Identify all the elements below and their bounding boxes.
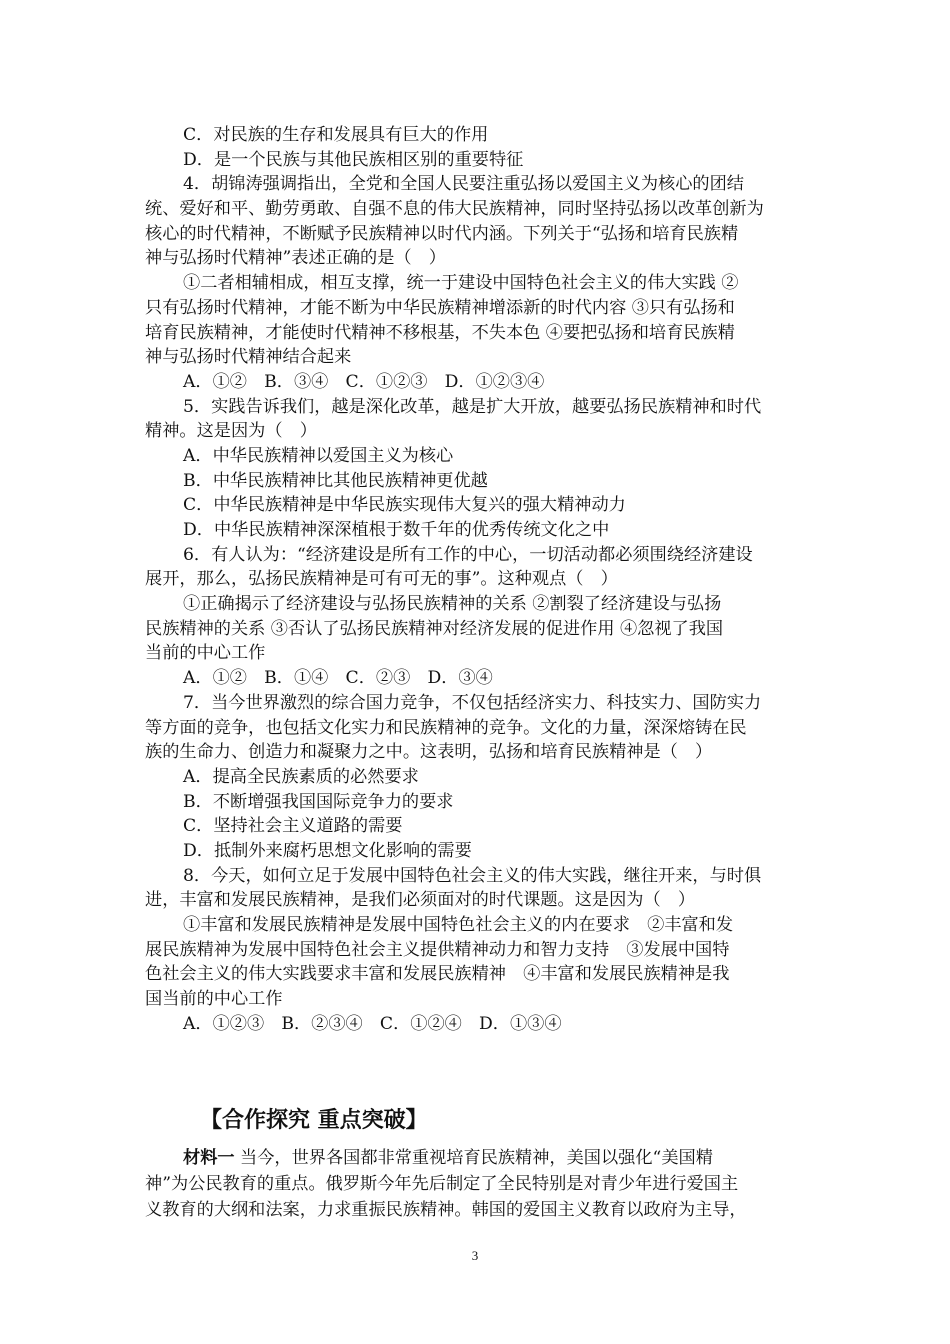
text-line: 展民族精神为发展中国特色社会主义提供精神动力和智力支持 ③发展中国特 xyxy=(145,939,730,960)
material-label: 材料一 xyxy=(183,1148,235,1168)
text-line: 统、爱好和平、勤劳勇敢、自强不息的伟大民族精神，同时坚持弘扬以改革创新为 xyxy=(145,199,764,220)
text-line: 国当前的中心工作 xyxy=(145,989,283,1010)
text-line: ①丰富和发展民族精神是发展中国特色社会主义的内在要求 ②丰富和发 xyxy=(183,915,734,935)
text-line: 进，丰富和发展民族精神，是我们必须面对的时代课题。这是因为（ ） xyxy=(145,890,696,911)
material-line: 义教育的大纲和法案，力求重振民族精神。韩国的爱国主义教育以政府为主导， xyxy=(145,1200,747,1220)
text-line: 8．今天，如何立足于发展中国特色社会主义的伟大实践，继往开来，与时俱 xyxy=(183,865,762,886)
text-line: A．提高全民族素质的必然要求 xyxy=(183,766,419,787)
text-line: A．中华民族精神以爱国主义为核心 xyxy=(183,445,454,466)
text-line: 只有弘扬时代精神，才能不断为中华民族精神增添新的时代内容 ③只有弘扬和 xyxy=(145,297,735,318)
text-line: 精神。这是因为（ ） xyxy=(145,421,317,442)
text-line: 神与弘扬时代精神结合起来 xyxy=(145,347,352,368)
text-line: 7．当今世界激烈的综合国力竞争，不仅包括经济实力、科技实力、国防实力 xyxy=(183,692,762,713)
text-line: A．①②③ B．②③④ C．①②④ D．①③④ xyxy=(183,1013,562,1034)
text-line: B．中华民族精神比其他民族精神更优越 xyxy=(183,470,488,491)
section-heading: 【合作探究 重点突破】 xyxy=(200,1108,428,1133)
text-line: C．中华民族精神是中华民族实现伟大复兴的强大精神动力 xyxy=(183,495,626,516)
text-line: 核心的时代精神，不断赋予民族精神以时代内涵。下列关于“弘扬和培育民族精 xyxy=(145,223,739,244)
text-line: A．①② B．①④ C．②③ D．③④ xyxy=(183,668,493,689)
text-line: D．中华民族精神深深植根于数千年的优秀传统文化之中 xyxy=(183,520,610,540)
material-first-line xyxy=(145,1145,813,1171)
text-line: 色社会主义的伟大实践要求丰富和发展民族精神 ④丰富和发展民族精神是我 xyxy=(145,964,730,985)
text-line: 培育民族精神，才能使时代精神不移根基，不失本色 ④要把弘扬和培育民族精 xyxy=(145,322,735,343)
text-line: D．抵制外来腐朽思想文化影响的需要 xyxy=(183,840,472,861)
material-line: 神”为公民教育的重点。俄罗斯今年先后制定了全民特别是对青少年进行爱国主 xyxy=(145,1174,739,1194)
text-line: A．①② B．③④ C．①②③ D．①②③④ xyxy=(183,371,545,392)
text-line: 5．实践告诉我们，越是深化改革，越是扩大开放，越要弘扬民族精神和时代 xyxy=(183,396,762,417)
text-line: C．对民族的生存和发展具有巨大的作用 xyxy=(183,125,489,145)
text-line: B．不断增强我国国际竞争力的要求 xyxy=(183,791,454,812)
text-line: ①二者相辅相成，相互支撑，统一于建设中国特色社会主义的伟大实践 ② xyxy=(183,273,739,294)
text-line: 神与弘扬时代精神”表述正确的是（ ） xyxy=(145,248,446,269)
text-line: 当前的中心工作 xyxy=(145,643,266,664)
question-block xyxy=(145,123,813,1036)
text-line: 族的生命力、创造力和凝聚力之中。这表明，弘扬和培育民族精神是（ ） xyxy=(145,742,713,763)
text-line: ①正确揭示了经济建设与弘扬民族精神的关系 ②割裂了经济建设与弘扬 xyxy=(183,594,722,615)
page-number: 3 xyxy=(471,1248,479,1263)
material-text: 当今，世界各国都非常重视培育民族精神，美国以强化“美国精 xyxy=(240,1148,713,1168)
text-line: 展开，那么，弘扬民族精神是可有可无的事”。这种观点（ ） xyxy=(145,569,618,590)
text-line: 6．有人认为：“经济建设是所有工作的中心，一切活动都必须围绕经济建设 xyxy=(183,544,753,565)
text-line: 等方面的竞争，也包括文化实力和民族精神的竞争。文化的力量，深深熔铸在民 xyxy=(145,717,747,738)
text-line: C．坚持社会主义道路的需要 xyxy=(183,816,403,837)
text-line: 民族精神的关系 ③否认了弘扬民族精神对经济发展的促进作用 ④忽视了我国 xyxy=(145,618,724,639)
text-line: 4．胡锦涛强调指出，全党和全国人民要注重弘扬以爱国主义为核心的团结 xyxy=(183,174,744,195)
material-paragraph xyxy=(145,1145,813,1223)
text-line: D．是一个民族与其他民族相区别的重要特征 xyxy=(183,149,524,170)
